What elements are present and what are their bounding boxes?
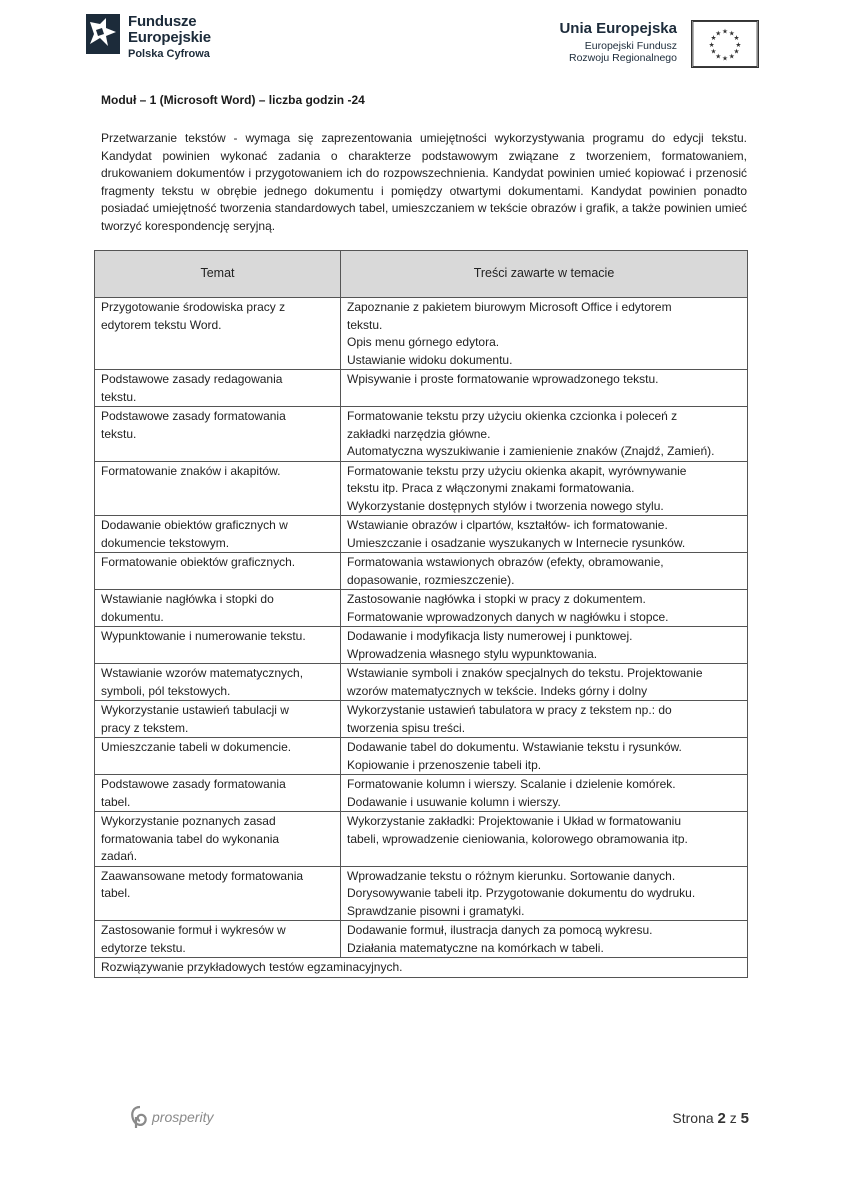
content-line: Wstawianie symboli i znaków specjalnych do tekstu. Projektowanie [347, 666, 703, 680]
content-line: Wykorzystanie dostępnych stylów i tworzenia nowego stylu. [347, 498, 664, 513]
svg-text:★: ★ [710, 47, 717, 56]
content-cell [341, 866, 748, 921]
table-body [95, 298, 748, 978]
topic-line: Wypunktowanie i numerowanie tekstu. [101, 629, 306, 643]
topic-cell [95, 738, 341, 775]
content-line: Sprawdzanie pisowni i gramatyki. [347, 903, 525, 918]
content-line: Formatowanie tekstu przy użyciu okienka akapit, wyrównywanie [347, 463, 687, 478]
topic-cell [95, 866, 341, 921]
topic-line: Formatowanie obiektów graficznych. [101, 555, 296, 569]
ue-line1: Unia Europejska [559, 20, 677, 37]
content-line: Formatowanie wprowadzonych danych w nagłówku i stopce. [347, 609, 669, 624]
content-line: wzorów matematycznych w tekście. Indeks górny i dolny [347, 683, 648, 698]
topic-line: Wykorzystanie poznanych zasad [101, 814, 276, 828]
topic-cell [95, 407, 341, 462]
table-row [95, 407, 748, 462]
content-line: Zastosowanie nagłówka i stopki w pracy z dokumentem. [347, 592, 646, 606]
topic-cell [95, 627, 341, 664]
content-line: Wykorzystanie ustawień tabulatora w pracy z tekstem np.: do [347, 703, 672, 717]
table-row [95, 516, 748, 553]
svg-text:★: ★ [722, 27, 728, 36]
content-cell [341, 627, 748, 664]
content-line: Wykorzystanie zakładki: Projektowanie i Układ w formatowaniu [347, 814, 682, 828]
topic-line: Formatowanie znaków i akapitów. [101, 463, 281, 478]
topic-cell [95, 664, 341, 701]
table-row [95, 370, 748, 407]
table-row [95, 775, 748, 812]
svg-text:★: ★ [735, 40, 742, 49]
content-line: tekstu. [347, 317, 383, 332]
content-line: Ustawianie widoku dokumentu. [347, 352, 513, 367]
content-line: Automatyczna wyszukiwanie i zamienienie znaków (Znajdź, Zamień). [347, 444, 715, 458]
content-cell [341, 921, 748, 958]
content-line: Wprowadzanie tekstu o różnym kierunku. Sortowanie danych. [347, 868, 676, 883]
prosperity-logo [130, 1105, 213, 1129]
topic-cell [95, 461, 341, 516]
table-row [95, 553, 748, 590]
header-temat: Temat [95, 251, 341, 298]
fundusze-line3: Polska Cyfrowa [128, 48, 210, 60]
intro-paragraph: Przetwarzanie tekstów - wymaga się zaprezentowania umiejętności wykorzystywania programu do edycji tekstu. Kandydat powinien wykonać zadania o charakterze podstawowym związane z tworzeniem, formatowaniem, drukowaniem dokumentów i przygotowaniem ich do rozpowszechnienia. Kandydat powinien umieć kopiować i przenosić fragmenty tekstu w obrębie jednego dokumentu i pomiędzy otwartymi dokumentami. Kandydat powinien ponadto posiadać umiejętność tworzenia standardowych tabel, umieszczaniem w tekście obrazów i grafik, a także powinien umieć tworzyć korespondencję seryjną. [101, 131, 747, 233]
page-separator: z [729, 1110, 737, 1126]
ue-line2: Europejski Fundusz [584, 40, 677, 53]
topic-cell [95, 516, 341, 553]
topic-line: dokumencie tekstowym. [101, 535, 230, 550]
content-line: Dodawanie tabel do dokumentu. Wstawianie tekstu i rysunków. [347, 740, 682, 754]
topic-line: Wstawianie wzorów matematycznych, [101, 666, 304, 680]
table-row [95, 866, 748, 921]
content-cell [341, 664, 748, 701]
topic-line: zadań. [101, 849, 138, 863]
prosperity-text: prosperity [152, 1109, 214, 1125]
table-row [95, 627, 748, 664]
prosperity-swirl-icon [130, 1105, 150, 1129]
final-row-cell: Rozwiązywanie przykładowych testów egzaminacyjnych. [95, 958, 748, 978]
table-row [95, 664, 748, 701]
content-line: Zapoznanie z pakietem biurowym Microsoft Office i edytorem [347, 300, 672, 314]
content-line: Opis menu górnego edytora. [347, 335, 500, 349]
content-line: Wpisywanie i proste formatowanie wprowadzonego tekstu. [347, 372, 659, 386]
table-row [95, 701, 748, 738]
topic-cell [95, 701, 341, 738]
table-row [95, 298, 748, 370]
table-row [95, 812, 748, 867]
svg-text:★: ★ [728, 52, 735, 61]
topic-cell [95, 590, 341, 627]
topic-line: pracy z tekstem. [101, 720, 189, 735]
topic-cell [95, 921, 341, 958]
content-line: Umieszczanie i osadzanie wyszukanych w Internecie rysunków. [347, 535, 686, 550]
content-line: zakładki narzędzia główne. [347, 426, 491, 441]
fundusze-europejskie-logo [86, 14, 211, 60]
content-cell [341, 812, 748, 867]
topic-line: Podstawowe zasady redagowania [101, 372, 283, 386]
unia-europejska-logo [559, 20, 759, 68]
svg-text:★: ★ [715, 29, 722, 38]
topic-line: Wykorzystanie ustawień tabulacji w [101, 703, 289, 717]
content-cell [341, 590, 748, 627]
topic-line: Podstawowe zasady formatowania [101, 777, 286, 791]
content-line: tekstu itp. Praca z włączonymi znakami formatowania. [347, 481, 635, 495]
table-header-row [95, 251, 748, 298]
page-number [672, 1110, 749, 1127]
page-label: Strona [672, 1110, 714, 1126]
topic-cell [95, 553, 341, 590]
table-row [95, 461, 748, 516]
table-row [95, 921, 748, 958]
content-cell [341, 298, 748, 370]
content-line: dopasowanie, rozmieszczenie). [347, 572, 515, 587]
module-title: Moduł – 1 (Microsoft Word) – liczba godzin -24 [101, 93, 365, 107]
topic-line: tekstu. [101, 389, 137, 404]
svg-text:★: ★ [733, 47, 740, 56]
content-cell [341, 461, 748, 516]
table-row [95, 590, 748, 627]
topic-cell [95, 370, 341, 407]
content-cell [341, 775, 748, 812]
topic-line: edytorze tekstu. [101, 940, 186, 955]
topics-table [94, 250, 748, 978]
topic-line: Umieszczanie tabeli w dokumencie. [101, 740, 292, 754]
page-current: 2 [717, 1110, 726, 1127]
svg-text:★: ★ [733, 34, 740, 43]
content-line: tworzenia spisu treści. [347, 720, 466, 735]
eu-flag-icon [691, 20, 759, 68]
svg-text:★: ★ [715, 52, 722, 61]
topic-line: Podstawowe zasady formatowania [101, 409, 286, 423]
content-line: Kopiowanie i przenoszenie tabeli itp. [347, 757, 542, 772]
content-cell [341, 553, 748, 590]
content-line: Wprowadzenia własnego stylu wypunktowania. [347, 646, 598, 661]
topic-line: edytorem tekstu Word. [101, 317, 222, 332]
page-header [0, 0, 849, 90]
topic-cell [95, 812, 341, 867]
content-cell [341, 701, 748, 738]
topic-line: formatowania tabel do wykonania [101, 831, 280, 846]
topic-line: Dodawanie obiektów graficznych w [101, 518, 288, 532]
content-line: Formatowania wstawionych obrazów (efekty, obramowanie, [347, 555, 664, 569]
topic-line: Wstawianie nagłówka i stopki do [101, 592, 274, 606]
fundusze-star-icon [86, 14, 120, 54]
fundusze-line2: Europejskie [128, 29, 211, 46]
content-line: Formatowanie kolumn i wierszy. Scalanie i dzielenie komórek. [347, 777, 676, 791]
content-line: Dorysowywanie tabeli itp. Przygotowanie dokumentu do wydruku. [347, 886, 696, 900]
fundusze-line1: Fundusze [128, 13, 197, 30]
page-total: 5 [740, 1110, 749, 1127]
content-line: Wstawianie obrazów i clpartów, kształtów- ich formatowanie. [347, 518, 668, 532]
content-cell [341, 407, 748, 462]
topic-cell [95, 298, 341, 370]
content-cell [341, 738, 748, 775]
topic-line: tabel. [101, 794, 131, 809]
svg-text:★: ★ [722, 54, 728, 63]
header-tresci: Treści zawarte w temacie [341, 251, 748, 298]
topic-line: symboli, pól tekstowych. [101, 683, 231, 698]
table-row-final [95, 958, 748, 978]
topic-line: tekstu. [101, 426, 137, 441]
svg-text:★: ★ [710, 34, 717, 43]
content-cell [341, 516, 748, 553]
content-line: Formatowanie tekstu przy użyciu okienka czcionka i poleceń z [347, 409, 678, 423]
svg-text:★: ★ [728, 29, 735, 38]
topic-line: tabel. [101, 886, 131, 900]
content-line: Działania matematyczne na komórkach w tabeli. [347, 940, 604, 955]
content-line: Dodawanie i modyfikacja listy numerowej i punktowej. [347, 629, 633, 643]
ue-line3: Rozwoju Regionalnego [569, 52, 677, 65]
content-line: Dodawanie i usuwanie kolumn i wierszy. [347, 794, 561, 809]
content-cell [341, 370, 748, 407]
topic-line: Zastosowanie formuł i wykresów w [101, 923, 286, 937]
topic-cell [95, 775, 341, 812]
topic-line: dokumentu. [101, 609, 164, 624]
table-row [95, 738, 748, 775]
topic-line: Zaawansowane metody formatowania [101, 868, 304, 883]
topic-line: Przygotowanie środowiska pracy z [101, 300, 286, 314]
content-line: tabeli, wprowadzenie cieniowania, kolorowego obramowania itp. [347, 831, 688, 846]
svg-text:★: ★ [708, 40, 715, 49]
content-line: Dodawanie formuł, ilustracja danych za pomocą wykresu. [347, 923, 653, 937]
